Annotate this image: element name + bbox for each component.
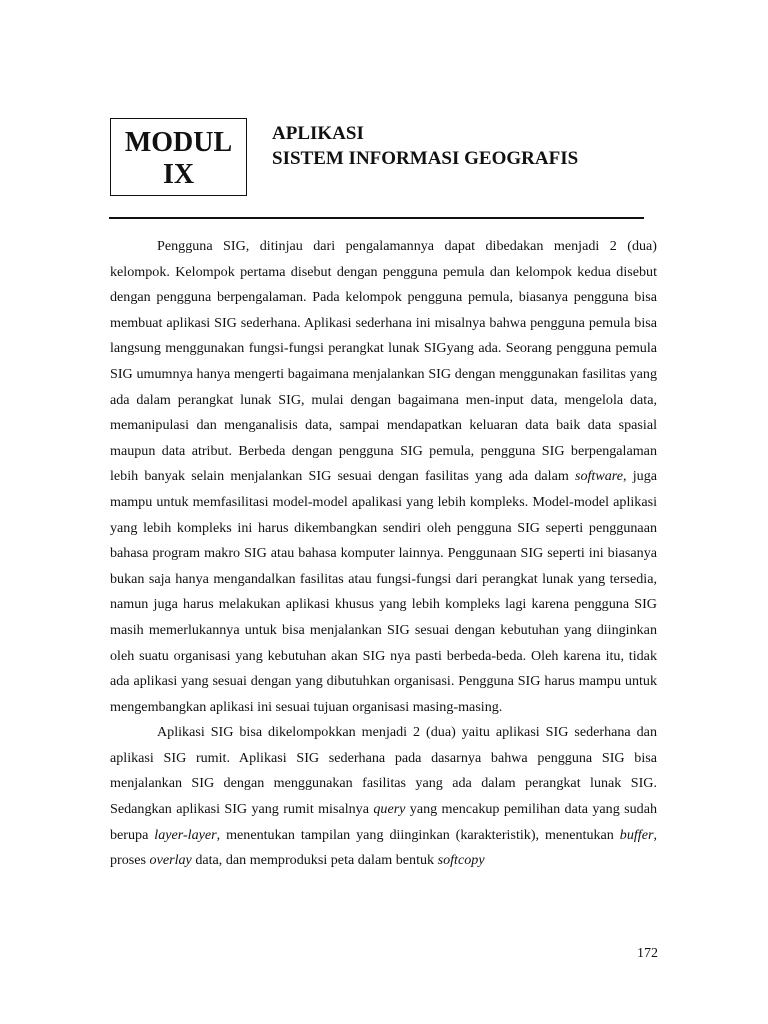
module-number: IX: [162, 159, 195, 190]
italic-term: query: [373, 801, 406, 818]
text-run: yang mencakup pemilihan data yang sudah berupa: [110, 801, 657, 843]
body-text: [110, 234, 657, 874]
italic-term: softcopy: [437, 852, 485, 869]
italic-term: buffer: [619, 826, 654, 843]
module-label: MODUL: [124, 127, 233, 158]
text-run: , proses: [110, 826, 657, 869]
chapter-title-line-1: APLIKASI: [272, 123, 364, 144]
paragraph: [110, 720, 657, 874]
chapter-title: [272, 121, 578, 171]
text-run: Pengguna SIG, ditinjau dari pengalamannya dapat dibedakan menjadi 2 (dua) kelompok. Kelompok pertama disebut dengan pengguna pemula dan kelompok kedua disebut dengan pengguna berpengalaman. Pada kelompok pengguna pemula, biasanya pengguna bisa membuat aplikasi SIG sederhana. Aplikasi sederhana ini misalnya bahwa pengguna pemula bisa langsung menggunakan fungsi-fungsi perangkat lunak SIGyang ada. Seorang pengguna pemula SIG umumnya hanya mengerti bagaimana menjalankan SIG dengan menggunakan fasilitas yang ada dalam perangkat lunak SIG, mulai dengan bagaimana men-input data, mengelola data, memanipulasi dan menganalisis data, sampai mendapatkan keluaran data baik data spasial maupun data atribut. Berbeda dengan pengguna SIG pemula, pengguna SIG berpengalaman lebih banyak selain menjalankan SIG sesuai dengan fasilitas yang ada dalam: [110, 238, 657, 485]
italic-term: software: [574, 468, 624, 485]
module-box: [110, 118, 247, 196]
italic-term: layer-layer: [154, 826, 217, 843]
paragraph: [110, 234, 657, 720]
chapter-title-line-2: SISTEM INFORMASI GEOGRAFIS: [272, 148, 579, 169]
text-run: data, dan memproduksi peta dalam bentuk: [191, 852, 438, 869]
text-run: Aplikasi SIG bisa dikelompokkan menjadi 2 (dua) yaitu aplikasi SIG sederhana dan aplikasi SIG rumit. Aplikasi SIG sederhana pada dasarnya bahwa pengguna SIG bisa menjalankan SIG dengan menggunakan fasilitas yang ada dalam perangkat lunak SIG. Sedangkan aplikasi SIG yang rumit misalnya: [110, 724, 657, 818]
page-number: 172: [637, 946, 658, 961]
text-run: , juga mampu untuk memfasilitasi model-model apalikasi yang lebih kompleks. Model-model aplikasi yang lebih kompleks ini harus dikembangkan sendiri oleh pengguna SIG seperti penggunaan bahasa program makro SIG atau bahasa komputer lainnya. Penggunaan SIG seperti ini biasanya bukan saja hanya mengandalkan fasilitas atau fungsi-fungsi dari perangkat lunak yang tersedia, namun juga harus melakukan aplikasi khusus yang lebih kompleks lagi karena pengguna SIG masih memerlukannya untuk bisa menjalankan SIG sesuai dengan kebutuhan yang diinginkan oleh suatu organisasi yang kebutuhan akan SIG nya pasti berbeda-beda. Oleh karena itu, tidak ada aplikasi yang sesuai dengan yang dibutuhkan organisasi. Pengguna SIG harus mampu untuk mengembangkan aplikasi ini sesuai tujuan organisasi masing-masing.: [110, 468, 657, 715]
title-divider: [109, 217, 644, 219]
italic-term: overlay: [149, 852, 192, 869]
text-run: , menentukan tampilan yang diinginkan (karakteristik), menentukan: [216, 826, 620, 843]
